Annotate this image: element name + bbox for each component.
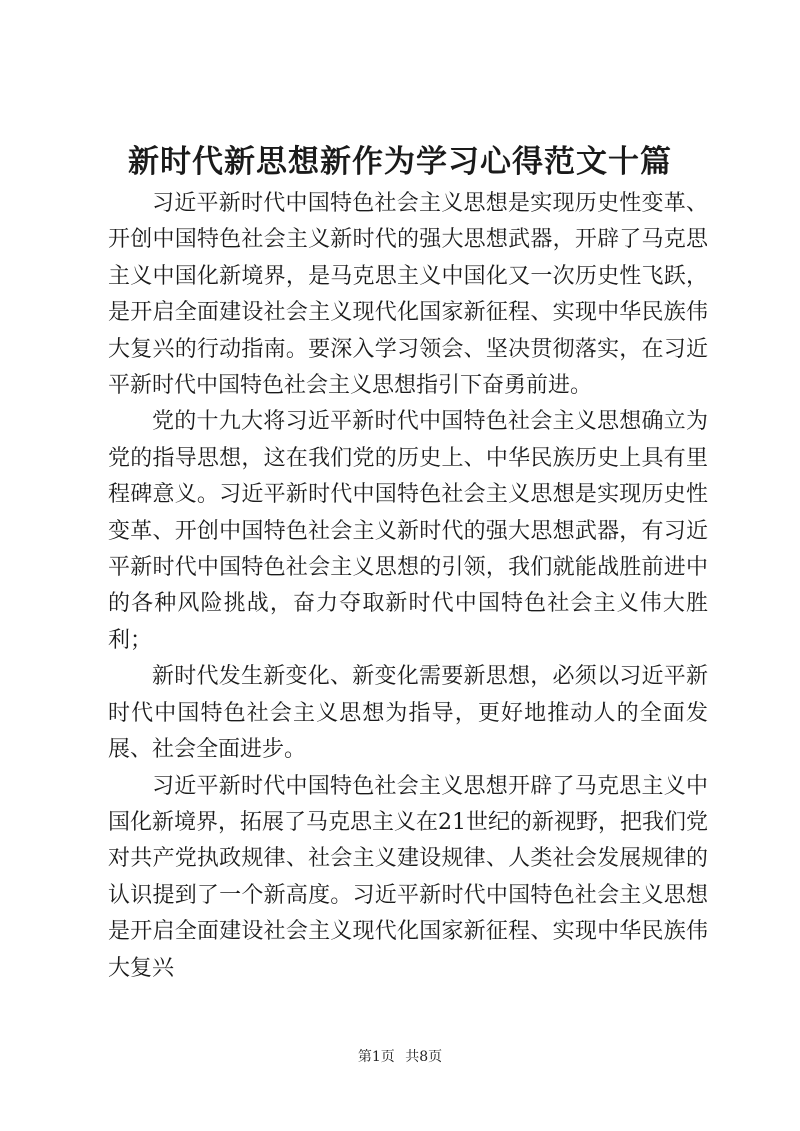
paragraph-2: 党的十九大将习近平新时代中国特色社会主义思想确立为党的指导思想，这在我们党的历史上、中华民族历史上具有里程碑意义。习近平新时代中国特色社会主义思想是实现历史性变革、开创中国特色社会主义新时代的强大思想武器，有习近平新时代中国特色社会主义思想的引领，我们就能战胜前进中的各种风险挑战，奋力夺取新时代中国特色社会主义伟大胜利；: [108, 409, 708, 653]
page-number: 第1页: [357, 1049, 395, 1065]
document-body: [108, 186, 708, 987]
paragraph-4: 习近平新时代中国特色社会主义思想开辟了马克思主义中国化新境界，拓展了马克思主义在21世纪的新视野，把我们党对共产党执政规律、社会主义建设规律、人类社会发展规律的认识提到了一个新高度。习近平新时代中国特色社会主义思想是开启全面建设社会主义现代化国家新征程、实现中华民族伟大复兴: [108, 773, 708, 981]
paragraph-1: 习近平新时代中国特色社会主义思想是实现历史性变革、开创中国特色社会主义新时代的强大思想武器，开辟了马克思主义中国化新境界，是马克思主义中国化又一次历史性飞跃，是开启全面建设社会主义现代化国家新征程、实现中华民族伟大复兴的行动指南。要深入学习领会、坚决贯彻落实，在习近平新时代中国特色社会主义思想指引下奋勇前进。: [108, 191, 708, 399]
paragraph-3: 新时代发生新变化、新变化需要新思想，必须以习近平新时代中国特色社会主义思想为指导，更好地推动人的全面发展、社会全面进步。: [108, 664, 708, 763]
page-footer: [0, 1047, 800, 1067]
page-total: 共8页: [405, 1049, 443, 1065]
document-title: 新时代新思想新作为学习心得范文十篇: [128, 144, 672, 180]
